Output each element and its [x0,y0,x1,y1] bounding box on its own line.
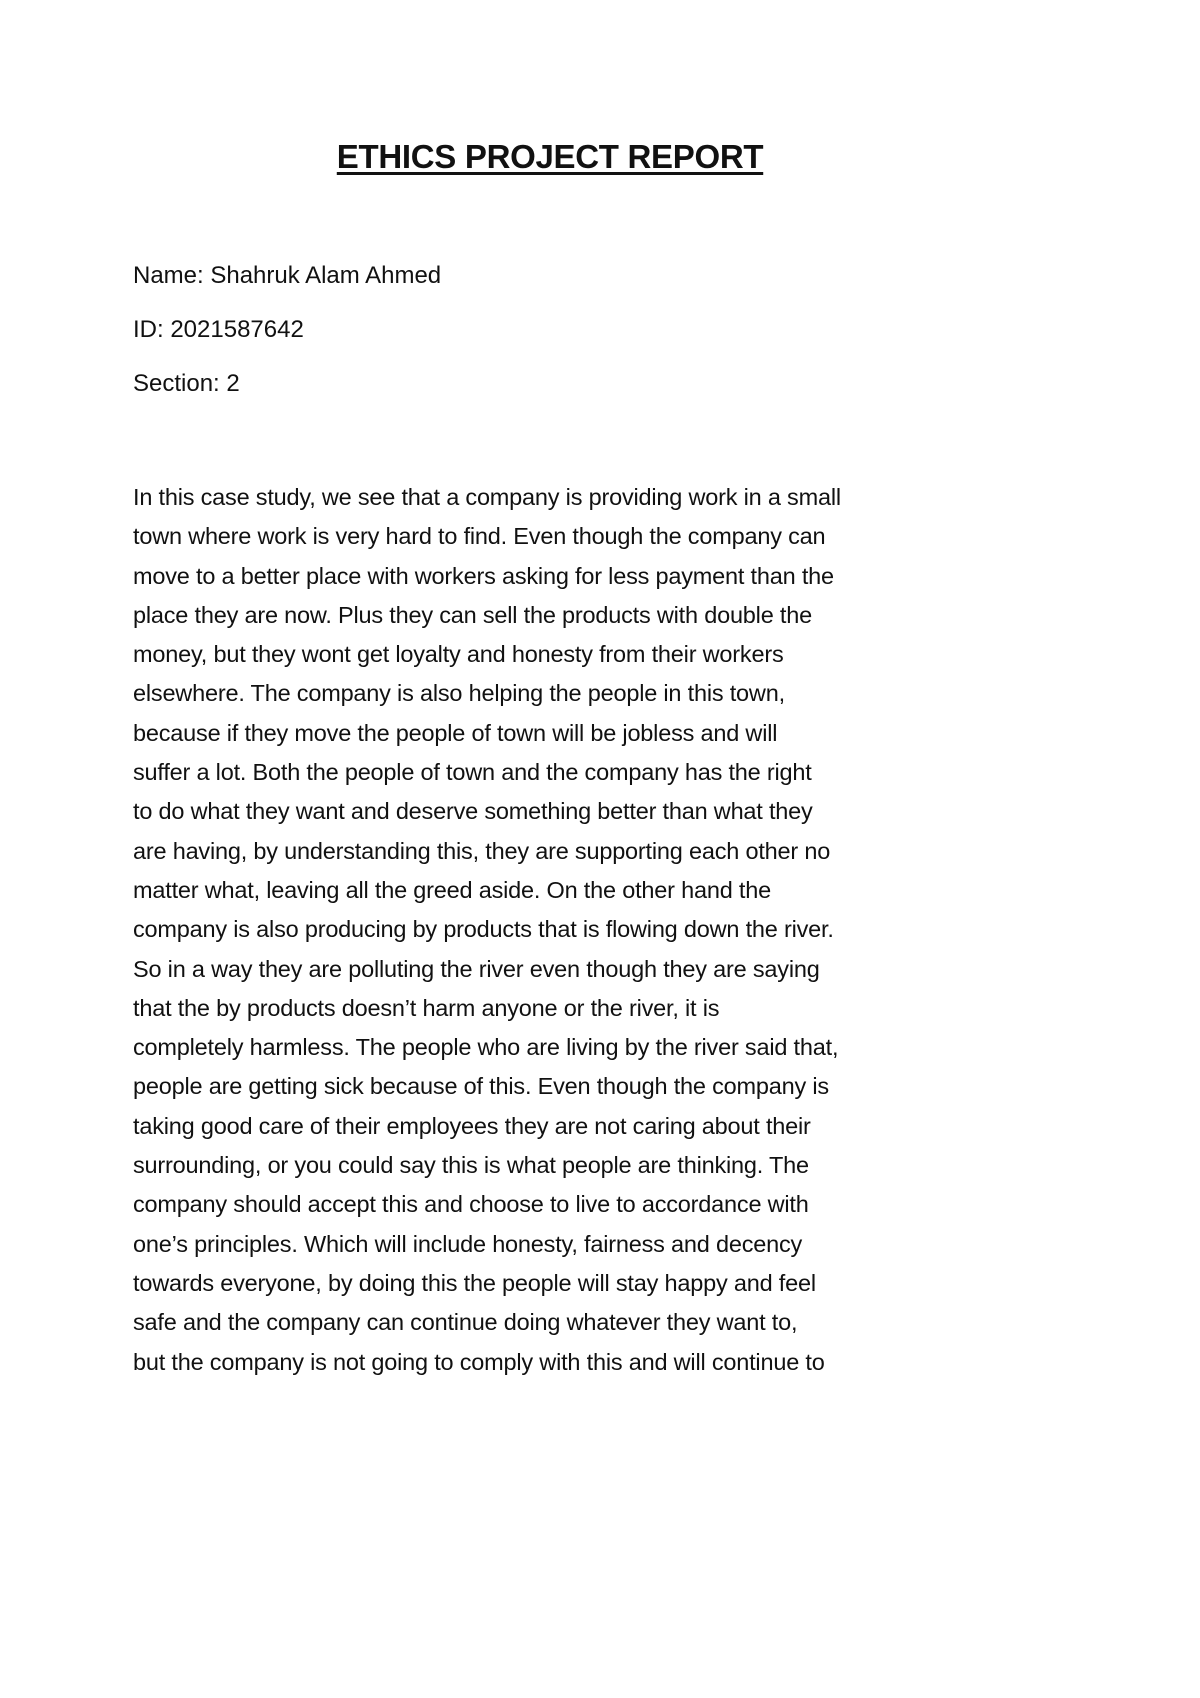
body-paragraph [133,478,841,1382]
paragraph-line: matter what, leaving all the greed aside. On the other hand the [133,876,771,903]
paragraph-line: town where work is very hard to find. Even though the company can [133,523,826,550]
document-title: ETHICS PROJECT REPORT [336,138,764,175]
paragraph-line: people are getting sick because of this. Even though the company is [133,1073,829,1100]
paragraph-line: because if they move the people of town will be jobless and will [133,719,778,746]
paragraph-line: suffer a lot. Both the people of town and the company has the right [133,759,812,786]
paragraph-line: but the company is not going to comply with this and will continue to [133,1348,825,1375]
paragraph-line: completely harmless. The people who are living by the river said that, [133,1034,839,1061]
paragraph-line: one’s principles. Which will include honesty, fairness and decency [133,1230,803,1257]
paragraph-line: taking good care of their employees they are not caring about their [133,1112,811,1139]
paragraph-line: In this case study, we see that a company is providing work in a small [133,484,841,510]
paragraph-line: money, but they wont get loyalty and honesty from their workers [133,641,784,668]
paragraph-line: move to a better place with workers asking for less payment than the [133,562,834,589]
paragraph-line: company should accept this and choose to live to accordance with [133,1191,809,1218]
paragraph-line: elsewhere. The company is also helping the people in this town, [133,680,785,707]
paragraph-line: surrounding, or you could say this is what people are thinking. The [133,1152,809,1179]
paragraph-line: company is also producing by products that is flowing down the river. [133,916,834,943]
section: Section: 2 [133,370,240,397]
student-name: Name: Shahruk Alam Ahmed [133,262,442,289]
paragraph-line: that the by products doesn’t harm anyone or the river, it is [133,994,720,1021]
paragraph-line: safe and the company can continue doing whatever they want to, [133,1309,798,1336]
paragraph-line: place they are now. Plus they can sell the products with double the [133,601,812,628]
student-id: ID: 2021587642 [133,316,304,343]
paragraph-line: towards everyone, by doing this the people will stay happy and feel [133,1269,816,1296]
paragraph-line: to do what they want and deserve something better than what they [133,798,813,825]
paragraph-line: So in a way they are polluting the river even though they are saying [133,955,820,982]
paragraph-line: are having, by understanding this, they are supporting each other no [133,837,831,864]
